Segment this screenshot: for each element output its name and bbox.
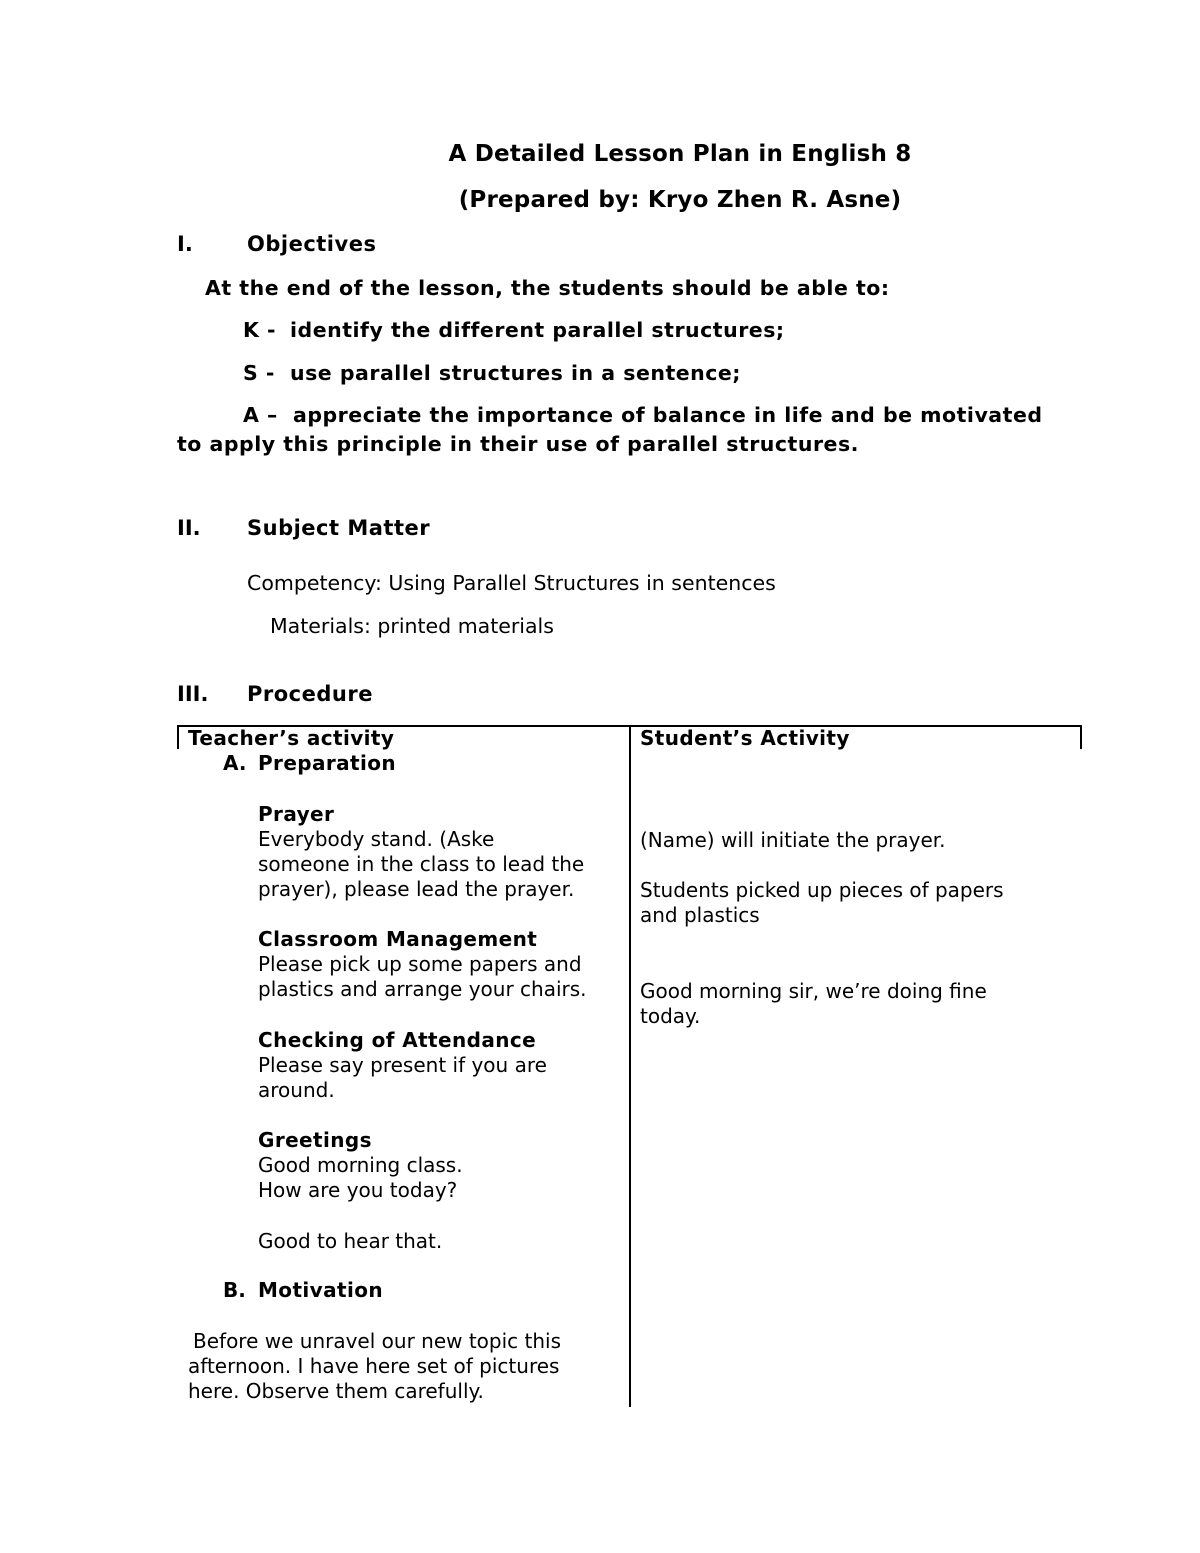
document-title: A Detailed Lesson Plan in English 8	[448, 141, 912, 167]
section-number-subject-matter: II.	[177, 516, 201, 540]
competency: Competency: Using Parallel Structures in sentences	[247, 571, 776, 595]
objective-a-text-line1: appreciate the importance of balance in life and be motivated	[293, 403, 1043, 427]
student-greet-line1: Good morning sir, we’re doing fine	[640, 979, 987, 1003]
student-cm-line2: and plastics	[640, 903, 760, 927]
student-cm-line1: Students picked up pieces of papers	[640, 878, 1004, 902]
column-header-teacher: Teacher’s activity	[188, 726, 395, 750]
attendance-line2: around.	[258, 1078, 335, 1102]
teacher-b-title: Motivation	[258, 1278, 383, 1302]
objective-k-label: K -	[243, 318, 277, 342]
teacher-a-label: A.	[223, 751, 247, 775]
greetings-line3: Good to hear that.	[258, 1229, 443, 1253]
objective-s-label: S -	[243, 361, 275, 385]
section-title-objectives: Objectives	[247, 232, 377, 256]
attendance-line1: Please say present if you are	[258, 1053, 547, 1077]
motivation-line2: afternoon. I have here set of pictures	[188, 1354, 560, 1378]
objective-a-text-line2: to apply this principle in their use of parallel structures.	[177, 432, 859, 456]
objective-k-text: identify the different parallel structures;	[290, 318, 785, 342]
prepared-by: (Prepared by: Kryo Zhen R. Asne)	[458, 187, 902, 213]
prayer-line1: Everybody stand. (Aske	[258, 827, 495, 851]
section-number-objectives: I.	[177, 232, 193, 256]
greetings-line1: Good morning class.	[258, 1153, 463, 1177]
section-title-subject-matter: Subject Matter	[247, 516, 431, 540]
objectives-intro: At the end of the lesson, the students should be able to:	[205, 276, 890, 300]
section-title-procedure: Procedure	[247, 682, 373, 706]
prayer-title: Prayer	[258, 802, 335, 826]
materials: Materials: printed materials	[270, 614, 554, 638]
table-left-border	[177, 725, 179, 749]
classroom-management-title: Classroom Management	[258, 927, 538, 951]
prayer-line2: someone in the class to lead the	[258, 852, 585, 876]
table-column-divider	[629, 725, 631, 1407]
column-header-student: Student’s Activity	[640, 726, 850, 750]
attendance-title: Checking of Attendance	[258, 1028, 537, 1052]
table-right-border	[1080, 725, 1082, 749]
motivation-line3: here. Observe them carefully.	[188, 1379, 484, 1403]
teacher-b-label: B.	[223, 1278, 246, 1302]
student-greet-line2: today.	[640, 1004, 701, 1028]
teacher-a-title: Preparation	[258, 751, 397, 775]
greetings-title: Greetings	[258, 1128, 372, 1152]
greetings-line2: How are you today?	[258, 1178, 458, 1202]
objective-s-text: use parallel structures in a sentence;	[290, 361, 741, 385]
classroom-management-line2: plastics and arrange your chairs.	[258, 977, 587, 1001]
prayer-line3: prayer), please lead the prayer.	[258, 877, 575, 901]
classroom-management-line1: Please pick up some papers and	[258, 952, 582, 976]
motivation-line1: Before we unravel our new topic this	[193, 1329, 562, 1353]
section-number-procedure: III.	[177, 682, 209, 706]
student-prayer: (Name) will initiate the prayer.	[640, 828, 946, 852]
objective-a-label: A –	[243, 403, 278, 427]
